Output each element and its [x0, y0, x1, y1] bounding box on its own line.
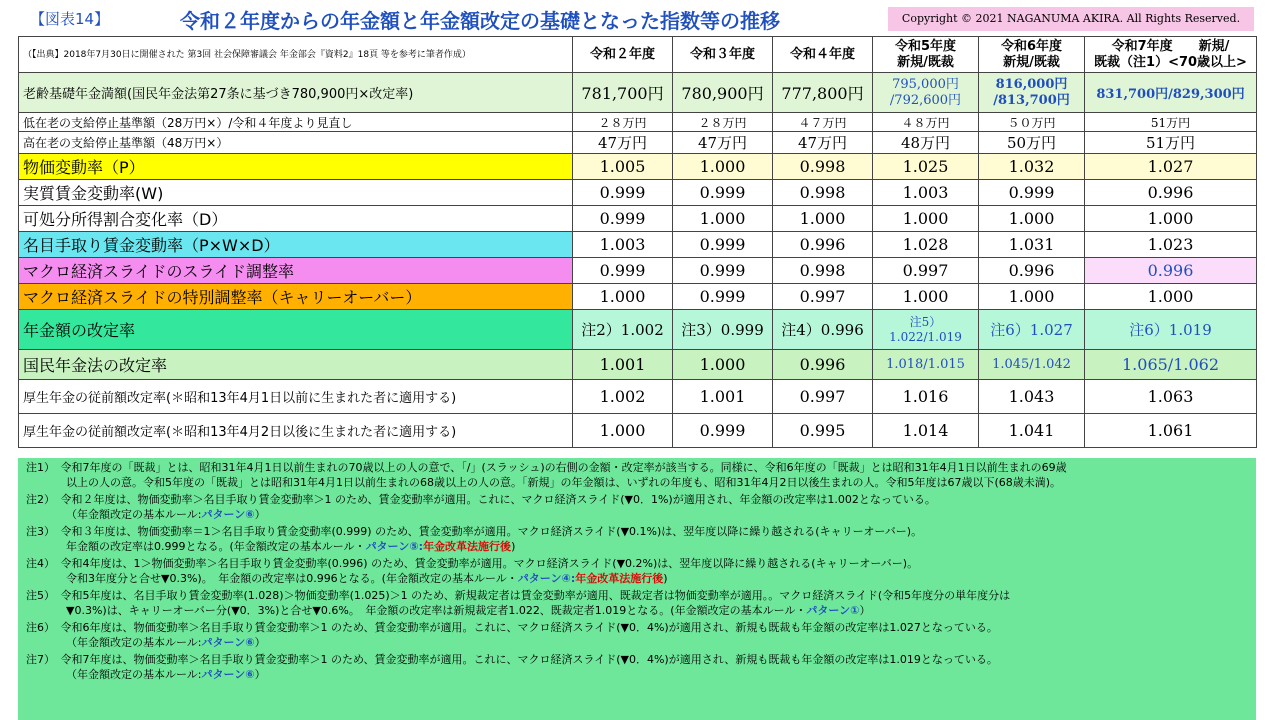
rule-pattern: パターン④: [517, 572, 576, 585]
note-extra: ） [254, 668, 266, 681]
note-extra: 年金改革法施行後 [423, 540, 512, 553]
cell: 0.995 [773, 414, 873, 448]
cell: 0.999 [673, 258, 773, 284]
cell: 0.998 [773, 154, 873, 180]
cell: 781,700円 [573, 73, 673, 113]
note-5 [26, 588, 1248, 618]
cell: 1.000 [573, 284, 673, 310]
row-label: 国民年金法の改定率 [19, 350, 573, 380]
cell: 1.003 [873, 180, 979, 206]
cell: 1.000 [573, 414, 673, 448]
cell: ５０万円 [979, 113, 1085, 132]
note-6 [26, 620, 1248, 650]
pension-table [18, 36, 1257, 448]
cell: 0.996 [979, 258, 1085, 284]
cell: ２８万円 [573, 113, 673, 132]
note-text: 注4） 令和4年度は、1＞物価変動率＞名目手取り賃金変動率(0.996) のため、賃金変動率が適用。マクロ経済スライド(▼0.2%)は、翌年度以降に繰り越される(キャリーオーバー)。 令和3年度分と合せ▼0.3%)。 年金額の改定率は0.996となる。(年金額改定の基本ルール・ [26, 557, 919, 585]
col-header: 令和5年度 新規/既裁 [873, 37, 979, 73]
cell: 注2）1.002 [573, 310, 673, 350]
col-header: 令和6年度 新規/既裁 [979, 37, 1085, 73]
cell: 51万円 [1085, 113, 1257, 132]
cell: 1.061 [1085, 414, 1257, 448]
table-header-row [19, 37, 1257, 73]
table-row [19, 380, 1257, 414]
cell: 1.000 [1085, 284, 1257, 310]
cell: ２８万円 [673, 113, 773, 132]
cell: 1.016 [873, 380, 979, 414]
row-label: 高在老の支給停止基準額（48万円×） [19, 132, 573, 154]
cell: 1.000 [979, 284, 1085, 310]
note-3: 注3） 令和３年度は、物価変動率＝1＞名目手取り賃金変動率(0.999) のため、賃金変動率が適用。マクロ経済スライド(▼0.1%)は、翌年度以降に繰り越される(キャリーオーバー)。 年金額の改定率は0.999となる。(年金額改定の基本ルール・パターン⑤:年金改革法施行後) [26, 525, 923, 553]
note-extra: ） [254, 636, 266, 649]
row-label: 厚生年金の従前額改定率(＊昭和13年4月1日以前に生まれた者に適用する) [19, 380, 573, 414]
cell: 1.025 [873, 154, 979, 180]
table-row [19, 310, 1257, 350]
cell: 0.999 [979, 180, 1085, 206]
cell: 1.000 [673, 206, 773, 232]
cell: 0.996 [1085, 258, 1257, 284]
cell: 注6）1.027 [979, 310, 1085, 350]
note-7 [26, 652, 1248, 682]
cell: 0.999 [573, 258, 673, 284]
cell: 1.031 [979, 232, 1085, 258]
cell: 注6）1.019 [1085, 310, 1257, 350]
cell: 1.014 [873, 414, 979, 448]
cell: 1.000 [673, 154, 773, 180]
cell: 1.043 [979, 380, 1085, 414]
row-label: 老齢基礎年金満額(国民年金法第27条に基づき780,900円×改定率) [19, 73, 573, 113]
source-note: （【出典】2018年7月30日に開催された 第3回 社会保障審議会 年金部会『資料2』18頁 等を参考に筆者作成） [19, 37, 573, 73]
cell: 0.996 [773, 350, 873, 380]
cell: 0.997 [773, 284, 873, 310]
note-extra: ） [254, 508, 266, 521]
copyright-notice: Copyright © 2021 NAGANUMA AKIRA. All Rights Reserved. [888, 7, 1254, 31]
cell: 1.041 [979, 414, 1085, 448]
cell: 47万円 [773, 132, 873, 154]
cell: 51万円 [1085, 132, 1257, 154]
row-label: 低在老の支給停止基準額（28万円×）/令和４年度より見直し [19, 113, 573, 132]
cell: 0.997 [773, 380, 873, 414]
cell: ４７万円 [773, 113, 873, 132]
cell: 1.000 [673, 350, 773, 380]
cell: 831,700円/829,300円 [1085, 73, 1257, 113]
page-title: 令和２年度からの年金額と年金額改定の基礎となった指数等の推移 [180, 9, 780, 33]
cell: 0.998 [773, 258, 873, 284]
col-header: 令和２年度 [573, 37, 673, 73]
cell: 0.997 [873, 258, 979, 284]
figure-label: 【図表14】 [30, 10, 110, 28]
cell: 47万円 [573, 132, 673, 154]
row-label: 実質賃金変動率(W) [19, 180, 573, 206]
cell: 0.999 [673, 232, 773, 258]
cell: 注3）0.999 [673, 310, 773, 350]
row-label: 名目手取り賃金変動率（P×W×D） [19, 232, 573, 258]
cell: 0.999 [673, 414, 773, 448]
note-text: 注2） 令和２年度は、物価変動率＞名目手取り賃金変動率＞1 のため、賃金変動率が適用。これに、マクロ経済スライド(▼0．1%)が適用され、年金額の改定率は1.002となっている。 （年金額改定の基本ルール: [26, 493, 936, 521]
rule-pattern: パターン⑥ [201, 636, 255, 649]
cell: 1.001 [673, 380, 773, 414]
cell: 1.018/1.015 [873, 350, 979, 380]
cell: 1.000 [873, 284, 979, 310]
cell: 1.003 [573, 232, 673, 258]
cell: 1.063 [1085, 380, 1257, 414]
note-4: 注4） 令和4年度は、1＞物価変動率＞名目手取り賃金変動率(0.996) のため、賃金変動率が適用。マクロ経済スライド(▼0.2%)は、翌年度以降に繰り越される(キャリーオーバー)。 令和3年度分と合せ▼0.3%)。 年金額の改定率は0.996となる。(年金額改定の基本ルール・パターン④:年金改革法施行後) [26, 557, 919, 585]
table-row [19, 206, 1257, 232]
cell: 1.005 [573, 154, 673, 180]
cell: 1.001 [573, 350, 673, 380]
cell: 0.996 [773, 232, 873, 258]
cell: 816,000円 /813,700円 [979, 73, 1085, 113]
table-row [19, 350, 1257, 380]
table-row [19, 284, 1257, 310]
note-1 [26, 460, 1248, 490]
note-text: 注6） 令和6年度は、物価変動率＞名目手取り賃金変動率＞1 のため、賃金変動率が適用。これに、マクロ経済スライド(▼0．4%)が適用され、新規も既裁も年金額の改定率は1.027となっている。 （年金額改定の基本ルール: [26, 621, 998, 649]
row-label: マクロ経済スライドのスライド調整率 [19, 258, 573, 284]
table-row [19, 113, 1257, 132]
table-row [19, 258, 1257, 284]
rule-pattern: パターン⑥ [201, 508, 255, 521]
table-row [19, 232, 1257, 258]
row-label: 厚生年金の従前額改定率(＊昭和13年4月2日以後に生まれた者に適用する) [19, 414, 573, 448]
cell: 1.000 [979, 206, 1085, 232]
note-text: 注3） 令和３年度は、物価変動率＝1＞名目手取り賃金変動率(0.999) のため、賃金変動率が適用。マクロ経済スライド(▼0.1%)は、翌年度以降に繰り越される(キャリーオーバー)。 年金額の改定率は0.999となる。(年金額改定の基本ルール・ [26, 525, 923, 553]
cell: 1.002 [573, 380, 673, 414]
cell: 50万円 [979, 132, 1085, 154]
cell: 1.000 [773, 206, 873, 232]
cell: ４８万円 [873, 113, 979, 132]
cell: 0.999 [673, 180, 773, 206]
cell: 47万円 [673, 132, 773, 154]
cell: 注5） 1.022/1.019 [873, 310, 979, 350]
cell: 1.028 [873, 232, 979, 258]
note-text: 注7） 令和7年度は、物価変動率＞名目手取り賃金変動率＞1 のため、賃金変動率が適用。これに、マクロ経済スライド(▼0．4%)が適用され、新規も既裁も年金額の改定率は1.019となっている。 （年金額改定の基本ルール: [26, 653, 998, 681]
col-header: 令和３年度 [673, 37, 773, 73]
cell: 注4）0.996 [773, 310, 873, 350]
cell: 1.000 [1085, 206, 1257, 232]
cell: 0.996 [1085, 180, 1257, 206]
rule-pattern: パターン⑥ [201, 668, 255, 681]
header [0, 0, 1280, 36]
note-text: 注5） 令和5年度は、名目手取り賃金変動率(1.028)＞物価変動率(1.025)＞1 のため、新規裁定者は賃金変動率が適用、既裁定者は物価変動率が適用。。マクロ経済スライド(令和5年度分の単年度分は ▼0.3%)は、キャリーオーバー分(▼0．3%)と合せ▼0.6%。 年金額の改定率は新規裁定者1.022、既裁定者1.019となる。(年金額改定の基本ルール・ [26, 589, 1011, 617]
note-extra: 年金改革法施行後 [575, 572, 664, 585]
row-label: 可処分所得割合変化率（D） [19, 206, 573, 232]
cell: 777,800円 [773, 73, 873, 113]
col-header: 令和４年度 [773, 37, 873, 73]
notes-panel [18, 458, 1256, 720]
row-label: マクロ経済スライドの特別調整率（キャリーオーバー） [19, 284, 573, 310]
cell: 795,000円 /792,600円 [873, 73, 979, 113]
table-row [19, 73, 1257, 113]
cell: 0.999 [573, 206, 673, 232]
cell: 0.999 [673, 284, 773, 310]
cell: 0.999 [573, 180, 673, 206]
cell: 1.023 [1085, 232, 1257, 258]
row-label: 物価変動率（P） [19, 154, 573, 180]
rule-pattern: パターン① [806, 604, 860, 617]
cell: 1.000 [873, 206, 979, 232]
cell: 1.027 [1085, 154, 1257, 180]
cell: 48万円 [873, 132, 979, 154]
col-header: 令和7年度 新規/ 既裁（注1）<70歳以上> [1085, 37, 1257, 73]
note-extra: ） [859, 604, 871, 617]
note-text: 注1） 令和7年度の「既裁」とは、昭和31年4月1日以前生まれの70歳以上の人の意で、「/」(スラッシュ)の右側の金額・改定率が該当する。同様に、令和6年度の「既裁」とは昭和31年4月1日以前生まれの69歳 以上の人の意。令和5年度の「既裁」とは昭和31年4月1日以前生まれの68歳以上の人の意。「新規」の年金額は、いずれの年度も、昭和31年4月2日以後生まれの人。令和5年度は67歳以下(68歳未満)。 [26, 461, 1067, 489]
rule-pattern: パターン⑤: [365, 540, 424, 553]
cell: 1.065/1.062 [1085, 350, 1257, 380]
row-label: 年金額の改定率 [19, 310, 573, 350]
cell: 0.998 [773, 180, 873, 206]
note-2 [26, 492, 1248, 522]
cell: 780,900円 [673, 73, 773, 113]
table-row [19, 154, 1257, 180]
table-row [19, 132, 1257, 154]
cell: 1.045/1.042 [979, 350, 1085, 380]
table-row [19, 180, 1257, 206]
table-row [19, 414, 1257, 448]
cell: 1.032 [979, 154, 1085, 180]
